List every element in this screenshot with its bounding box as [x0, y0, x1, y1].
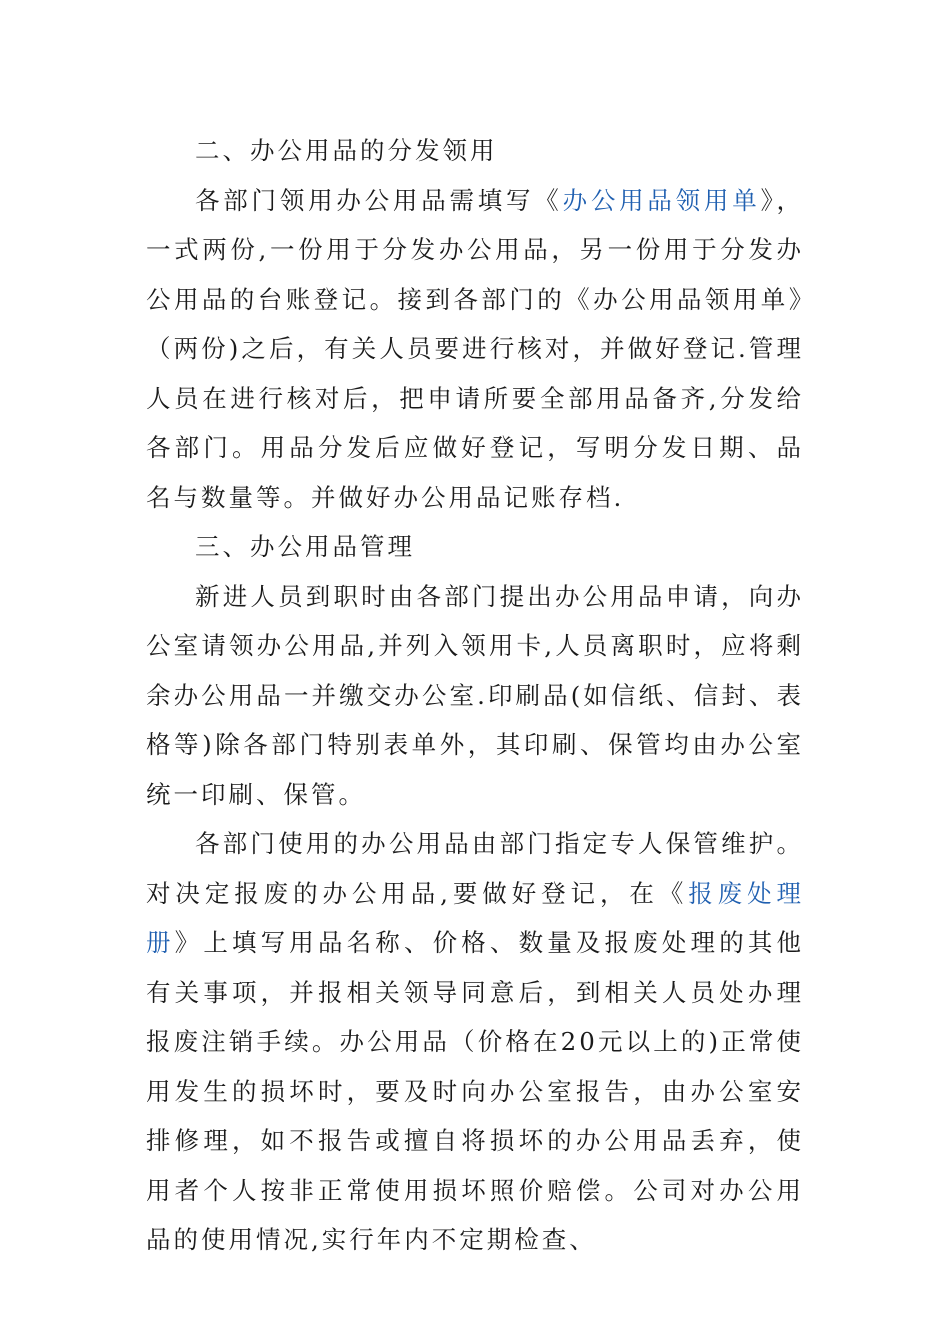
paragraph-new-staff: [146, 572, 804, 820]
section-heading-distribution: 二、办公用品的分发领用: [195, 136, 498, 165]
scrap-register-link[interactable]: 报废处理册: [146, 878, 804, 957]
document-page: [146, 126, 804, 1265]
paragraph-maintenance: [146, 819, 804, 1265]
paragraph-text: 各部门领用办公用品需填写《: [195, 185, 563, 215]
paragraph-text: 新进人员到职时由各部门提出办公用品申请，向办公室请领办公用品,并列入领用卡,人员离职时，应将剩余办公用品一并缴交办公室.印刷品(如信纸、信封、表格等)除各部门特别表单外，其印刷、保管均由办公室统一印刷、保管。: [146, 581, 804, 809]
paragraph-text: 各部门使用的办公用品由部门指定专人保管维护。对决定报废的办公用品,要做好登记，在《: [146, 829, 804, 908]
section-heading-management: 三、办公用品管理: [195, 532, 415, 561]
requisition-form-link[interactable]: 办公用品领用单: [562, 185, 761, 215]
paragraph-text: 》上填写用品名称、价格、数量及报废处理的其他有关事项，并报相关领导同意后，到相关人员处办理报废注销手续。办公用品（价格在20元以上的)正常使用发生的损坏时，要及时向办公室报告，由办公室安排修理，如不报告或擅自将损坏的办公用品丢弃，使用者个人按非正常使用损坏照价赔偿。公司对办公用品的使用情况,实行年内不定期检查、: [146, 928, 805, 1254]
paragraph-distribution: [146, 176, 804, 523]
paragraph-text: 》，一式两份,一份用于分发办公用品，另一份用于分发办公用品的台账登记。接到各部门的《办公用品领用单》（两份)之后，有关人员要进行核对，并做好登记.管理人员在进行核对后，把申请所要全部用品备齐,分发给各部门。用品分发后应做好登记，写明分发日期、品名与数量等。并做好办公用品记账存档.: [146, 185, 805, 512]
